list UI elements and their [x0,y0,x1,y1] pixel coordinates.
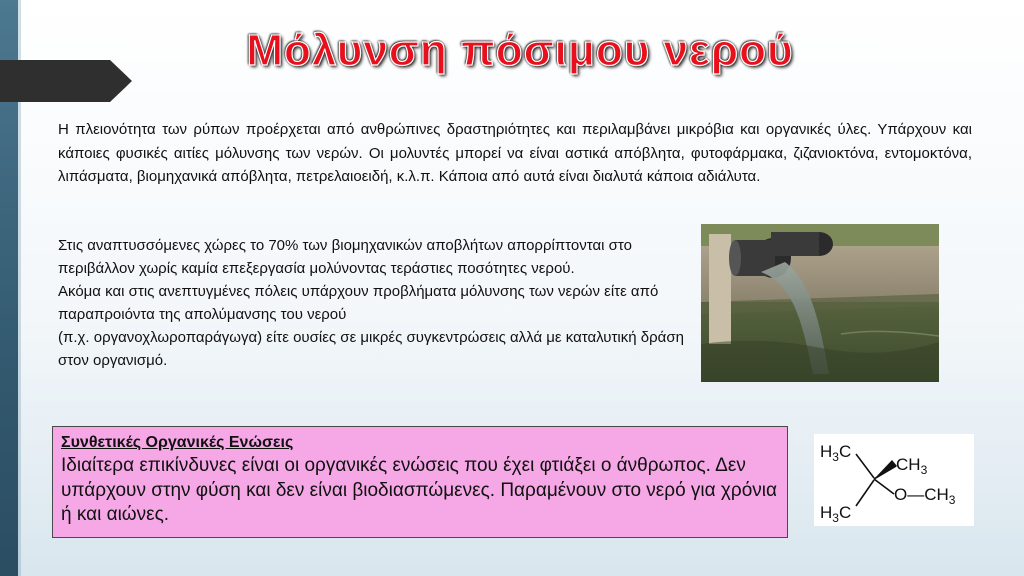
box-text: Ιδιαίτερα επικίνδυνες είναι οι οργανικές ενώσεις που έχει φτιάξει ο άνθρωπος. Δεν υπάρχουν στην φύση και δεν είναι βιοδιασπώμενες. Παραμένουν στο νερό για χρόνια ή και αιώνες. [61,455,777,525]
title-arrow-shape [0,60,110,102]
box-title: Συνθετικές Οργανικές Ενώσεις [61,434,294,451]
o-ch3-label: $O—CH_3$ [894,485,956,507]
wedge-bond [874,460,897,479]
pollution-line-2: Ακόμα και στις ανεπτυγμένες πόλεις υπάρχουν προβλήματα μόλυνσης των νερών είτε από παραπροιόντα της απολύμανσης του νερού [58,283,659,323]
bond-bottom [856,480,874,506]
h3c-top-label: $H_3C$ [820,442,852,464]
synthetic-compounds-box [52,426,788,538]
pollution-line-3: (π.χ. οργανοχλωροπαράγωγα) είτε ουσίες σε μικρές συγκεντρώσεις αλλά με καταλυτική δράση στον οργανισμό. [58,329,684,369]
pollution-paragraph [58,234,698,372]
slide-title: Μόλυνση πόσιμου νερού [246,26,794,75]
mtbe-structure-diagram [814,434,974,526]
ch3-right-label: $CH_3$ [896,455,928,477]
bond-top [856,454,874,478]
sewage-pipe-photo [701,224,939,382]
pollution-line-1: Στις αναπτυσσόμενες χώρες το 70% των βιομηχανικών αποβλήτων απορρίπτονται στο περιβάλλον χωρίς καμία επεξεργασία μολύνοντας τεράστιες ποσότητες νερού. [58,237,632,277]
h3c-bottom-label: $H_3C$ [820,503,852,525]
bond-o [874,479,894,494]
intro-paragraph: Η πλειονότητα των ρύπων προέρχεται από ανθρώπινες δραστηριότητες και περιλαμβάνει μικρόβια και οργανικές ύλες. Υπάρχουν και κάποιες φυσικές αιτίες μόλυνσης των νερών. Οι μολυντές μπορεί να είναι αστικά απόβλητα, φυτοφάρμακα, ζιζανιοκτόνα, εντομοκτόνα, λιπάσματα, βιομηχανικά απόβλητα, πετρελαιοειδή, κ.λ.π. Κάποια από αυτά είναι διαλυτά κάποια αδιάλυτα. [58,121,972,185]
